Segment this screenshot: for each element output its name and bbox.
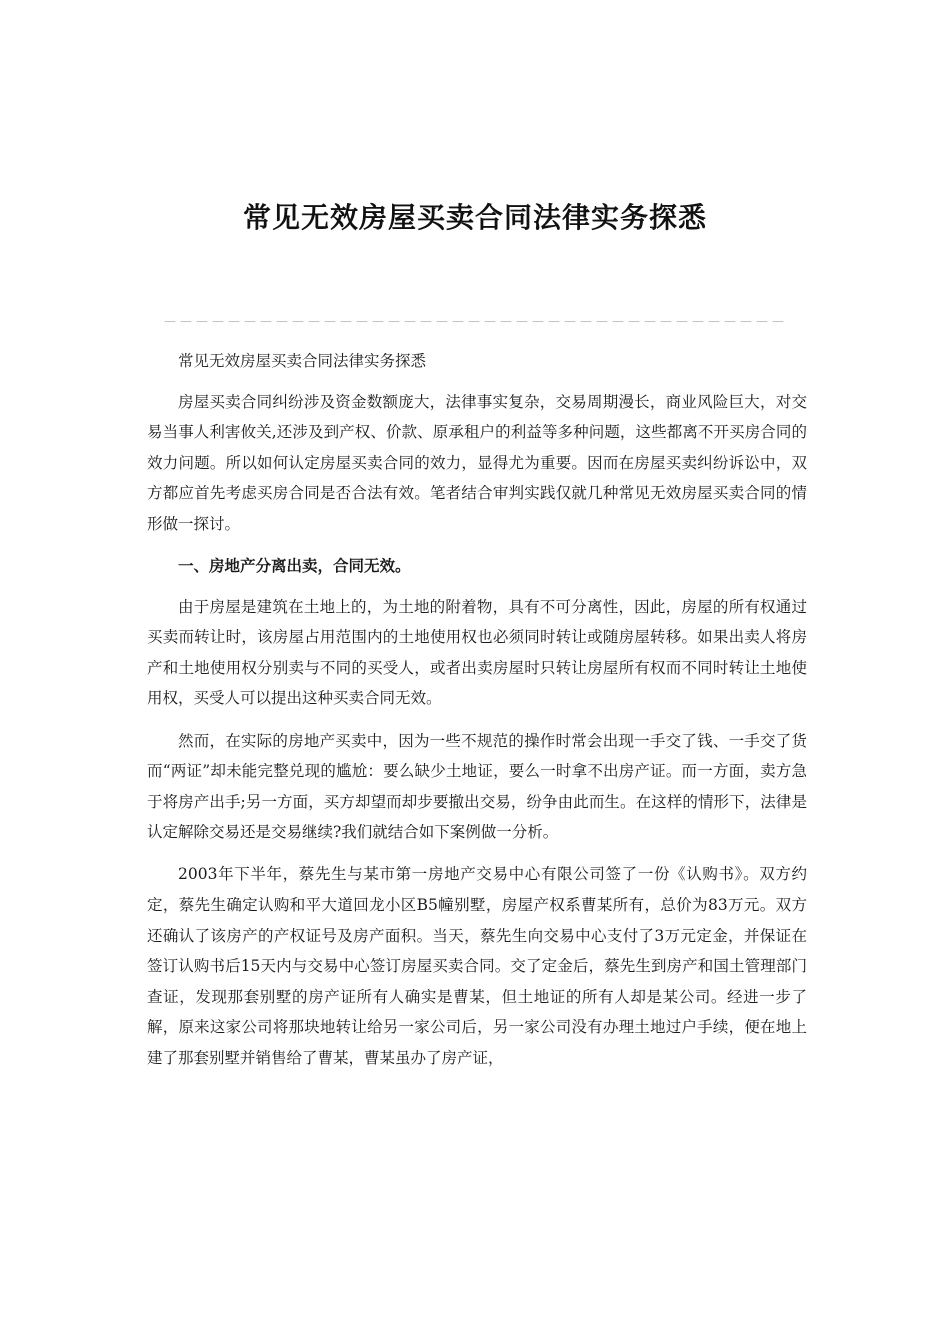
document-subtitle: 常见无效房屋买卖合同法律实务探悉 [178,352,427,370]
paragraph-intro: 房屋买卖合同纠纷涉及资金数额庞大，法律事实复杂，交易周期漫长，商业风险巨大，对交易当事人利害攸关,还涉及到产权、价款、原承租户的利益等多种问题，这些都离不开买房合同的效力问题。所以如何认定房屋买卖合同的效力，显得尤为重要。因而在房屋买卖纠纷诉讼中，双方都应首先考虑买房合同是否合法有效。笔者结合审判实践仅就几种常见无效房屋买卖合同的情形做一探讨。 [147,392,807,533]
document-title: 常见无效房屋买卖合同法律实务探悉 [242,201,707,234]
paragraph: 然而，在实际的房地产买卖中，因为一些不规范的操作时常会出现一手交了钱、一手交了货而“两证”却未能完整兑现的尴尬：要么缺少土地证，要么一时拿不出房产证。而一方面，卖方急于将房产出手;另一方面，买方却望而却步要撤出交易，纷争由此而生。在这样的情形下，法律是认定解除交易还是交易继续?我们就结合如下案例做一分析。 [147,731,807,842]
document-body [147,346,807,1085]
paragraph: 由于房屋是建筑在土地上的，为土地的附着物，具有不可分离性，因此，房屋的所有权通过买卖而转让时，该房屋占用范围内的土地使用权也必须同时转让或随房屋转移。如果出卖人将房产和土地使用权分别卖与不同的买受人，或者出卖房屋时只转让房屋所有权而不同时转让土地使用权，买受人可以提出这种买卖合同无效。 [147,597,807,708]
dashed-divider: －－－－－－－－－－－－－－－－－－－－－－－－－－－－－－－－－－－－－－－ [163,315,787,331]
paragraph-case: 2003年下半年，蔡先生与某市第一房地产交易中心有限公司签了一份《认购书》。双方约定，蔡先生确定认购和平大道回龙小区B5幢别墅，房屋产权系曹某所有，总价为83万元。双方还确认了该房产的产权证号及房产面积。当天，蔡先生向交易中心支付了3万元定金，并保证在签订认购书后15天内与交易中心签订房屋买卖合同。交了定金后，蔡先生到房产和国土管理部门查证，发现那套别墅的房产证所有人确实是曹某，但土地证的所有人却是某公司。经进一步了解，原来这家公司将那块地转让给另一家公司后，另一家公司没有办理土地过户手续，便在地上建了那套别墅并销售给了曹某，曹某虽办了房产证， [147,865,807,1067]
section-heading: 一、房地产分离出卖，合同无效。 [178,556,411,576]
